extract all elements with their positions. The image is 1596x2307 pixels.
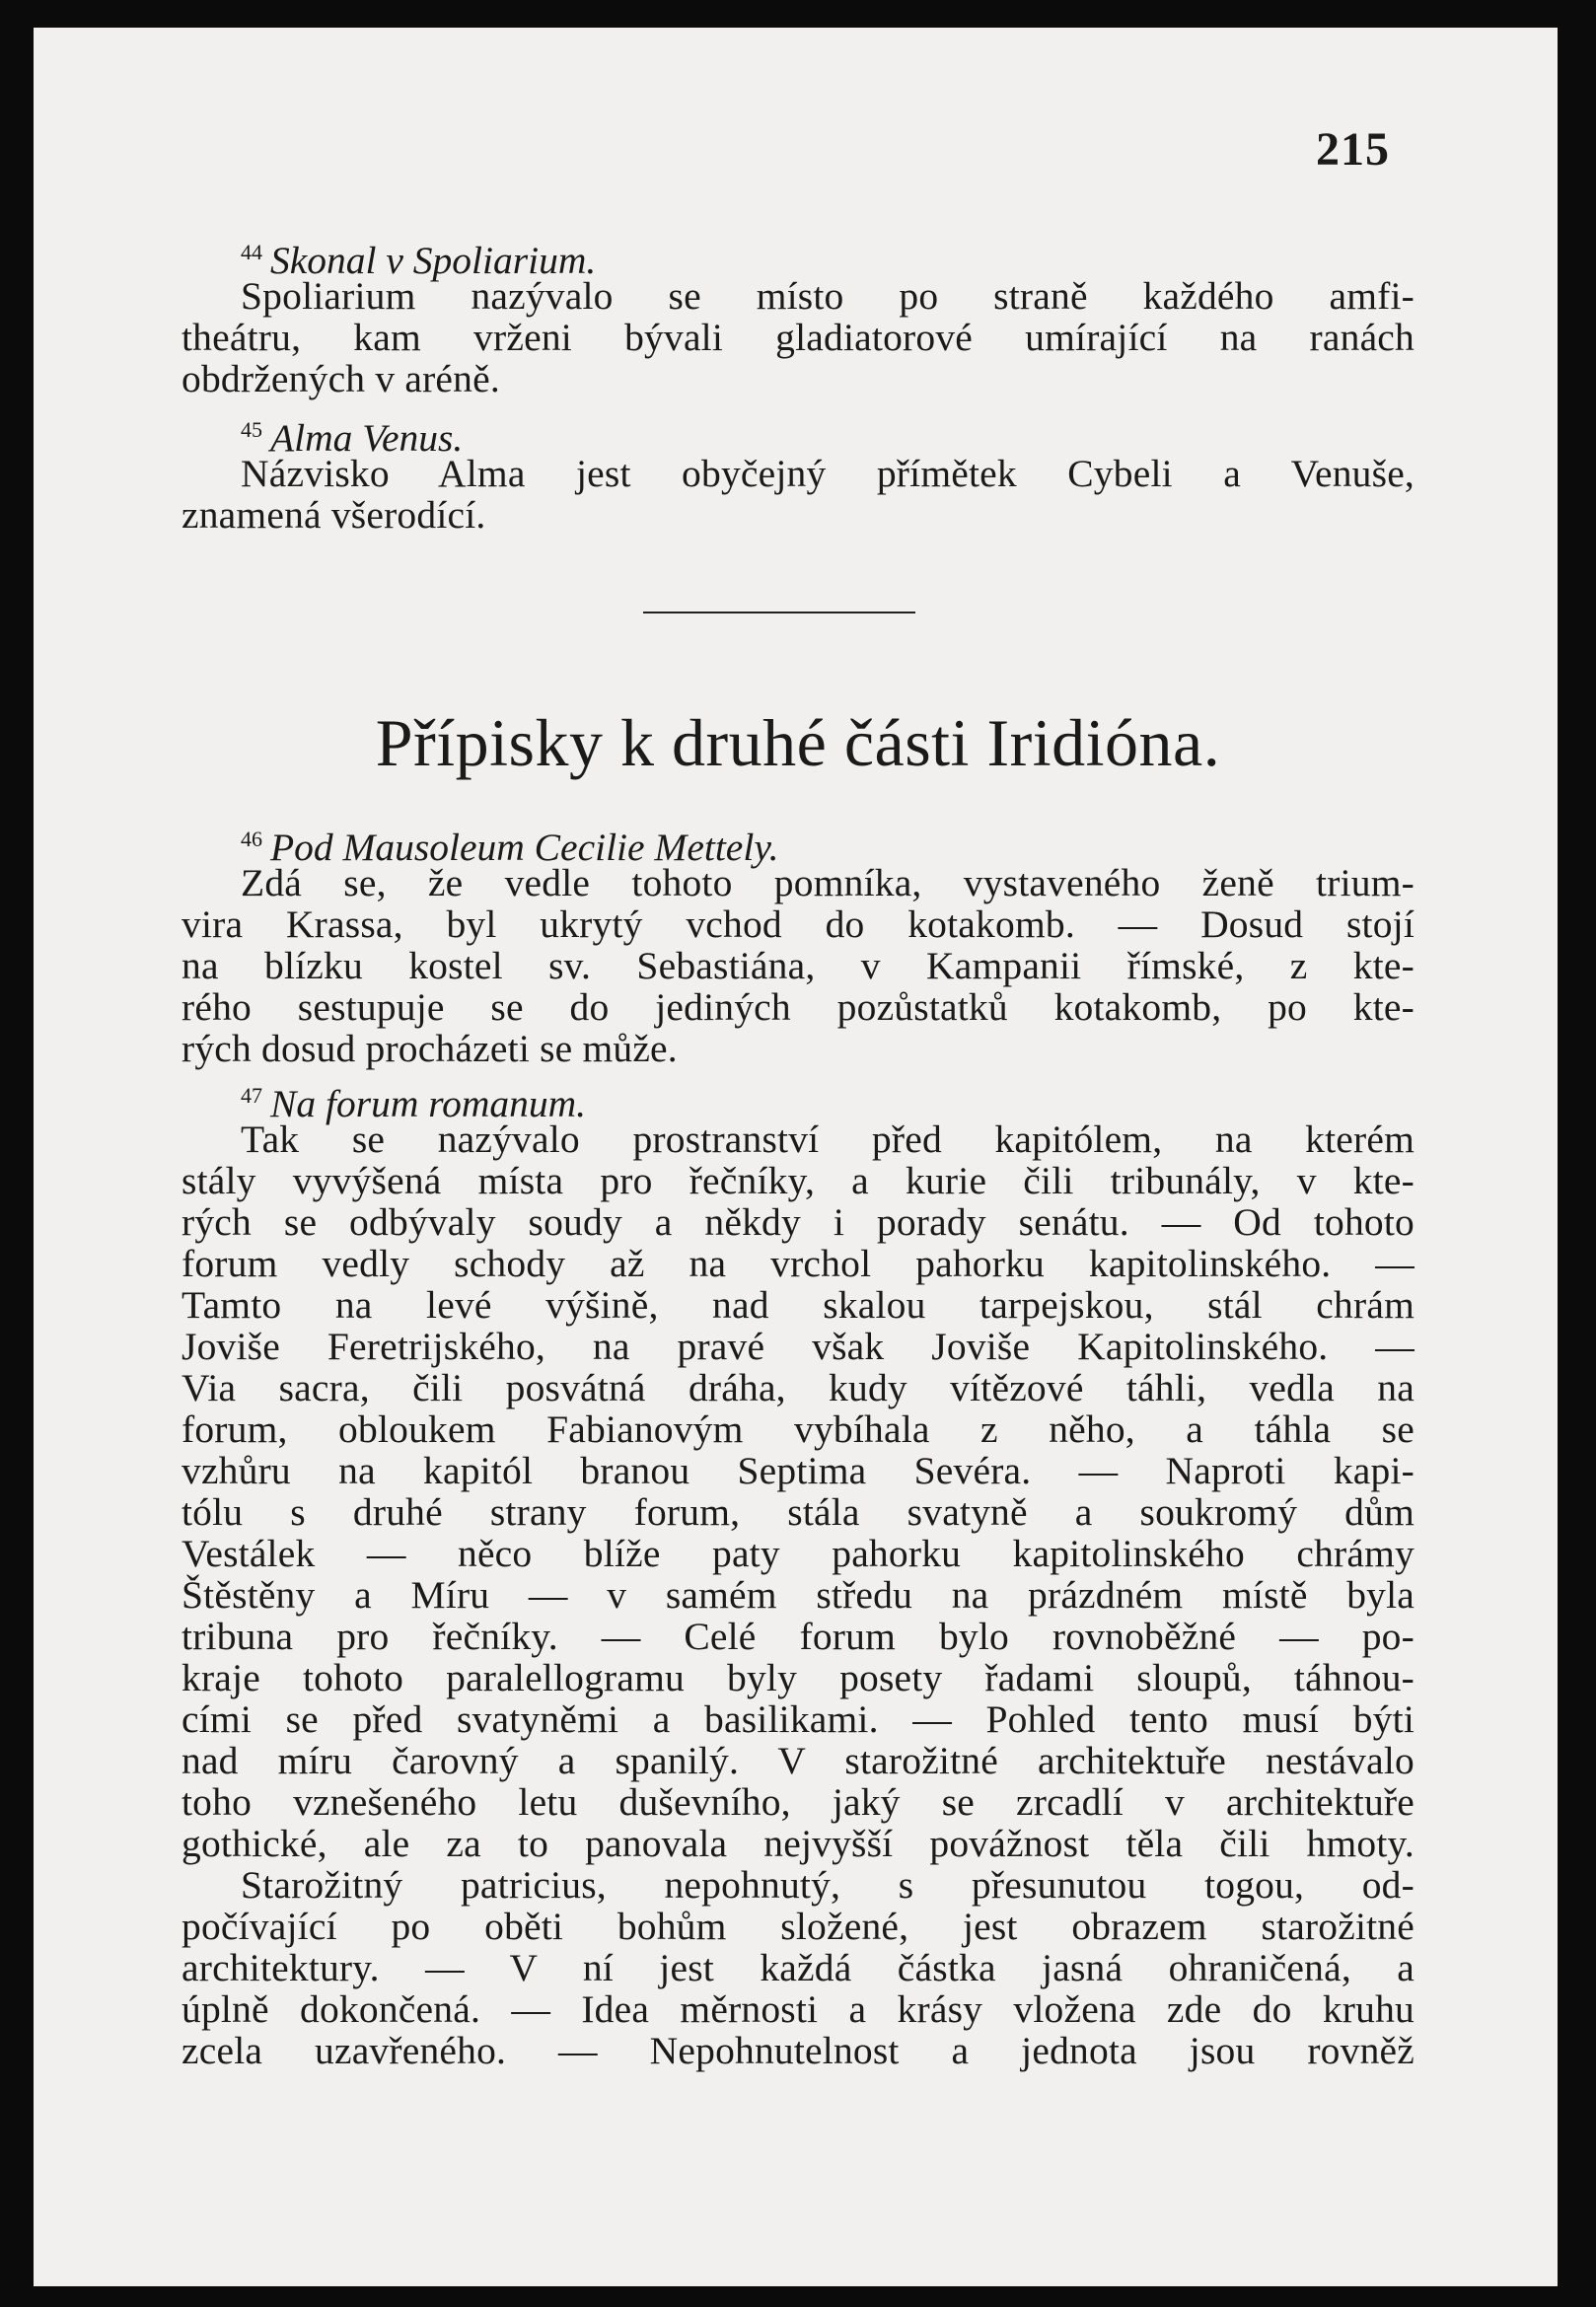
text-line: vira Krassa, byl ukrytý vchod do kotakomb. — Dosud stojí <box>181 902 1415 946</box>
text-line: toho vznešeného letu duševního, jaký se zrcadlí v architektuře <box>181 1780 1415 1824</box>
note-title: Na forum romanum. <box>270 1082 587 1125</box>
text-line: Joviše Feretrijského, na pravé však Joviše Kapitolinského. — <box>181 1325 1415 1368</box>
text-line: architektury. — V ní jest každá částka jasná ohraničená, a <box>181 1946 1415 1989</box>
note-number: 47 <box>241 1083 262 1108</box>
note-heading <box>181 407 1415 460</box>
text-line: tólu s druhé strany forum, stála svatyně a soukromý dům <box>181 1490 1415 1534</box>
section-heading: Přípisky k druhé části Iridióna. <box>375 705 1221 780</box>
text-line: stály vyvýšená místa pro řečníky, a kurie čili tribunály, v kte- <box>181 1159 1415 1202</box>
text-line: gothické, ale za to panovala nejvyšší povážnost těla čili hmoty. <box>181 1822 1415 1865</box>
note-number: 44 <box>241 240 262 264</box>
text-line: Starožitný patricius, nepohnutý, s přesunutou togou, od- <box>241 1863 1415 1907</box>
text-line: Spoliarium nazývalo se místo po straně každého amfi- <box>241 274 1415 318</box>
text-line: Tamto na levé výšině, nad skalou tarpejskou, stál chrám <box>181 1283 1415 1327</box>
book-page <box>34 28 1558 2286</box>
text-line: forum, obloukem Fabianovým vybíhala z něho, a táhla se <box>181 1407 1415 1451</box>
note-number: 46 <box>241 827 262 851</box>
text-line: Vestálek — něco blíže paty pahorku kapitolinského chrámy <box>181 1532 1415 1575</box>
page-number: 215 <box>1316 123 1390 176</box>
note-heading <box>181 817 1415 869</box>
text-line: tribuna pro řečníky. — Celé forum bylo rovnoběžné — po- <box>181 1615 1415 1658</box>
text-line: theátru, kam vrženi bývali gladiatorové umírající na ranách <box>181 316 1415 359</box>
text-line: na blízku kostel sv. Sebastiána, v Kampanii římské, z kte- <box>181 944 1415 987</box>
text-line: kraje tohoto paralellogramu byly posety řadami sloupů, táhnou- <box>181 1656 1415 1699</box>
text-line: Zdá se, že vedle tohoto pomníka, vystaveného ženě trium- <box>241 861 1415 904</box>
text-line: rého sestupuje se do jediných pozůstatků kotakomb, po kte- <box>181 985 1415 1029</box>
text-line: Via sacra, čili posvátná dráha, kudy vítězové táhli, vedla na <box>181 1366 1415 1409</box>
note-title: Pod Mausoleum Cecilie Mettely. <box>270 826 779 869</box>
text-line: znamená všerodící. <box>181 493 486 537</box>
text-line: rých dosud procházeti se může. <box>181 1027 678 1070</box>
text-line: Tak se nazývalo prostranství před kapitólem, na kterém <box>241 1117 1415 1161</box>
footnote-44 <box>181 230 1415 399</box>
footnote-45 <box>181 407 1415 536</box>
text-line: počívající po oběti bohům složené, jest obrazem starožitné <box>181 1905 1415 1948</box>
text-line: forum vedly schody až na vrchol pahorku kapitolinského. — <box>181 1242 1415 1285</box>
note-title: Alma Venus. <box>270 416 464 460</box>
text-line: Názvisko Alma jest obyčejný přímětek Cybeli a Venuše, <box>241 452 1415 495</box>
note-number: 45 <box>241 417 262 442</box>
text-line: cími se před svatyněmi a basilikami. — Pohled tento musí býti <box>181 1697 1415 1741</box>
text-line: úplně dokončená. — Idea měrnosti a krásy vložena zde do kruhu <box>181 1987 1415 2031</box>
text-line: nad míru čarovný a spanilý. V starožitné architektuře nestávalo <box>181 1739 1415 1782</box>
text-line: vzhůru na kapitól branou Septima Sevéra. — Naproti kapi- <box>181 1449 1415 1492</box>
text-line: Štěstěny a Míru — v samém středu na prázdném místě byla <box>181 1573 1415 1617</box>
note-title: Skonal v Spoliarium. <box>270 239 597 282</box>
text-line: obdržených v aréně. <box>181 357 500 400</box>
note-heading <box>181 1073 1415 1125</box>
note-heading <box>181 230 1415 282</box>
footnote-47 <box>181 1073 1415 2071</box>
section-divider <box>643 612 915 613</box>
text-line: rých se odbývaly soudy a někdy i porady senátu. — Od tohoto <box>181 1200 1415 1244</box>
text-line: zcela uzavřeného. — Nepohnutelnost a jednota jsou rovněž <box>181 2029 1415 2072</box>
footnote-46 <box>181 817 1415 1069</box>
